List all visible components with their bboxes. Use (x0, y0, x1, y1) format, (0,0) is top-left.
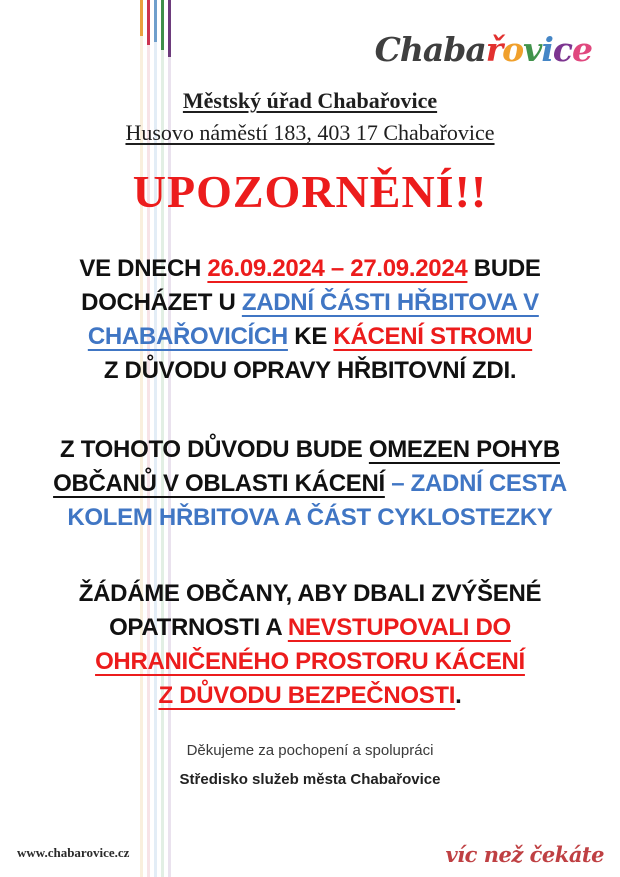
text-segment: KOLEM HŘBITOVA A ČÁST CYKLOSTEZKY (67, 504, 553, 531)
paragraph-line (0, 433, 620, 467)
logo-letter: ř (485, 30, 503, 69)
text-segment: Z DŮVODU BEZPEČNOSTI (158, 682, 456, 709)
paragraph (0, 577, 620, 713)
text-segment: . (455, 682, 462, 709)
text-segment: OPATRNOSTI A (109, 614, 288, 641)
text-segment: DOCHÁZET U (81, 289, 242, 316)
office-name: Městský úřad Chabařovice (182, 88, 438, 113)
office-address: Husovo náměstí 183, 403 17 Chabařovice (125, 120, 495, 145)
paragraph-line (0, 252, 620, 286)
text-segment: VE DNECH (79, 255, 208, 282)
text-segment: – ZADNÍ CESTA (384, 470, 567, 497)
paragraph-line (0, 679, 620, 713)
text-segment: OHRANIČENÉHO PROSTORU KÁCENÍ (95, 648, 525, 675)
text-segment: 26.09.2024 – 27.09.2024 (207, 255, 468, 282)
logo-letter: c (552, 30, 572, 69)
logo-letter: Chaba (374, 30, 486, 69)
text-segment: Z DŮVODU OPRAVY HŘBITOVNÍ ZDI. (103, 357, 517, 384)
paragraph-line (0, 611, 620, 645)
text-segment: CHABAŘOVICÍCH (87, 323, 288, 350)
slogan-text: víc než čekáte (445, 842, 604, 867)
notice-paragraphs (0, 252, 620, 713)
thanks-line: Děkujeme za pochopení a spolupráci (186, 742, 434, 759)
text-segment: NEVSTUPOVALI DO (287, 614, 511, 641)
paragraph-line (0, 645, 620, 679)
paragraph (0, 252, 620, 388)
text-segment: BUDE (467, 255, 541, 282)
signature-line: Středisko služeb města Chabařovice (179, 771, 441, 788)
paragraph (0, 433, 620, 535)
text-segment: Z TOHOTO DŮVODU BUDE (60, 436, 369, 463)
text-segment: KE (287, 323, 334, 350)
text-segment: ZADNÍ ČÁSTI HŘBITOVA V (241, 289, 539, 316)
text-segment: ŽÁDÁME OBČANY, ABY DBALI ZVÝŠENÉ (78, 580, 542, 607)
logo-letter: v (523, 30, 542, 69)
paragraph-line (0, 501, 620, 535)
logo-letter: e (572, 30, 592, 69)
paragraph-line (0, 320, 620, 354)
notice-title: UPOZORNĚNÍ!! (132, 166, 488, 217)
logo-letter: o (502, 30, 524, 69)
paragraph-line (0, 354, 620, 388)
text-segment: KÁCENÍ STROMU (333, 323, 533, 350)
website-text: www.chabarovice.cz (17, 845, 130, 860)
paragraph-line (0, 577, 620, 611)
logo-letter: i (541, 30, 553, 69)
text-segment: OBČANŮ V OBLASTI KÁCENÍ (53, 470, 385, 497)
paragraph-line (0, 467, 620, 501)
text-segment: OMEZEN POHYB (368, 436, 560, 463)
paragraph-line (0, 286, 620, 320)
